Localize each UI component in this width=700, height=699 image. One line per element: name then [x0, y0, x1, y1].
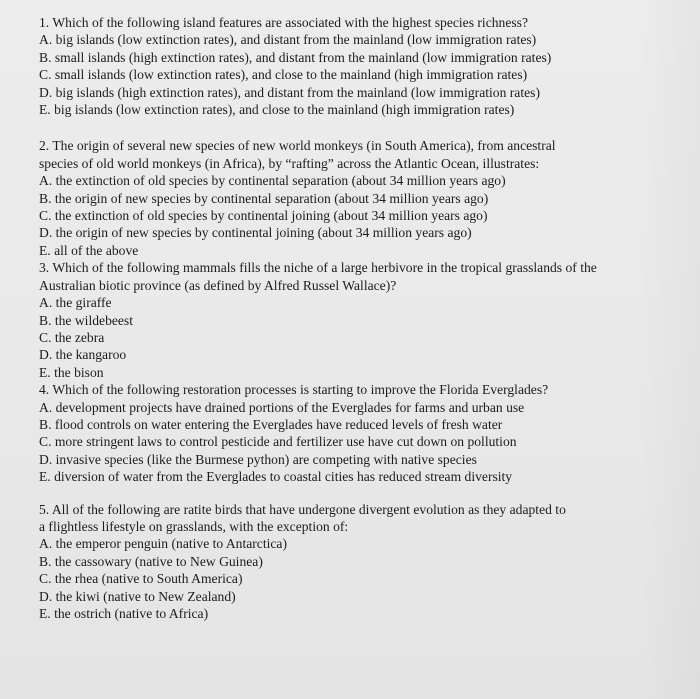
question-1 — [39, 14, 680, 118]
question-1-options — [39, 31, 680, 118]
question-2-options — [39, 172, 680, 259]
question-3-stem-line-2: Australian biotic province (as defined by Alfred Russel Wallace)? — [39, 277, 397, 293]
question-2 — [39, 137, 680, 259]
question-5-stem-line-2: a flightless lifestyle on grasslands, with the exception of: — [39, 518, 349, 534]
question-2-stem-line-2: species of old world monkeys (in Africa), by “rafting” across the Atlantic Ocean, illustrates: — [39, 155, 540, 171]
question-5-option-e: E. the ostrich (native to Africa) — [39, 606, 209, 621]
question-4-option-e: E. diversion of water from the Everglades to coastal cities has reduced stream diversity — [39, 469, 513, 485]
question-1-option-b: B. small islands (high extinction rates), and distant from the mainland (low immigration rates) — [39, 49, 552, 65]
question-5-option-a: A. the emperor penguin (native to Antarctica) — [39, 536, 287, 552]
question-1-option-c: C. small islands (low extinction rates), and close to the mainland (high immigration rates) — [39, 67, 528, 83]
question-2-stem — [39, 137, 680, 172]
question-3 — [39, 259, 680, 381]
question-3-option-e: E. the bison — [39, 364, 104, 380]
question-4-option-c: C. more stringent laws to control pesticide and fertilizer use have cut down on pollution — [39, 434, 517, 450]
question-5-option-d: D. the kiwi (native to New Zealand) — [39, 588, 236, 604]
question-3-option-a: A. the giraffe — [39, 295, 112, 311]
question-2-option-b: B. the origin of new species by continental separation (about 34 million years ago) — [39, 190, 489, 206]
question-4-option-a: A. development projects have drained portions of the Everglades for farms and urban use — [39, 399, 525, 415]
question-2-option-c: C. the extinction of old species by continental joining (about 34 million years ago) — [39, 208, 488, 224]
question-5-stem — [39, 501, 680, 536]
question-1-option-e: E. big islands (low extinction rates), and close to the mainland (high immigration rates) — [39, 102, 515, 118]
question-1-option-a: A. big islands (low extinction rates), and distant from the mainland (low immigration rates) — [39, 32, 537, 48]
question-4-option-d: D. invasive species (like the Burmese python) are competing with native species — [39, 451, 477, 467]
question-5-stem-line-1: 5. All of the following are ratite birds that have undergone divergent evolution as they adapted to — [39, 501, 566, 517]
question-3-options — [39, 294, 680, 381]
question-4-stem — [39, 381, 680, 398]
question-5-options — [39, 535, 680, 622]
question-1-stem — [39, 14, 680, 31]
question-5-option-c: C. the rhea (native to South America) — [39, 571, 243, 587]
question-4-options — [39, 399, 680, 486]
question-2-option-e: E. all of the above — [39, 242, 139, 258]
question-4 — [39, 381, 680, 485]
question-4-option-b: B. flood controls on water entering the Everglades have reduced levels of fresh water — [39, 416, 503, 432]
question-1-stem-line-1: 1. Which of the following island features are associated with the highest species richness? — [39, 15, 528, 30]
question-3-option-b: B. the wildebeest — [39, 312, 134, 328]
question-5 — [39, 501, 680, 623]
question-3-stem-line-1: 3. Which of the following mammals fills the niche of a large herbivore in the tropical grasslands of the — [39, 260, 597, 276]
question-1-option-d: D. big islands (high extinction rates), and distant from the mainland (low immigration rates) — [39, 84, 540, 100]
question-3-option-d: D. the kangaroo — [39, 347, 127, 363]
question-3-stem — [39, 259, 680, 294]
question-4-stem-line-1: 4. Which of the following restoration processes is starting to improve the Florida Everglades? — [39, 382, 549, 398]
question-2-stem-line-1: 2. The origin of several new species of new world monkeys (in South America), from ancestral — [39, 138, 556, 154]
question-3-option-c: C. the zebra — [39, 329, 105, 345]
question-2-option-d: D. the origin of new species by continental joining (about 34 million years ago) — [39, 225, 472, 241]
question-5-option-b: B. the cassowary (native to New Guinea) — [39, 553, 263, 569]
question-2-option-a: A. the extinction of old species by continental separation (about 34 million years ago) — [39, 173, 506, 189]
